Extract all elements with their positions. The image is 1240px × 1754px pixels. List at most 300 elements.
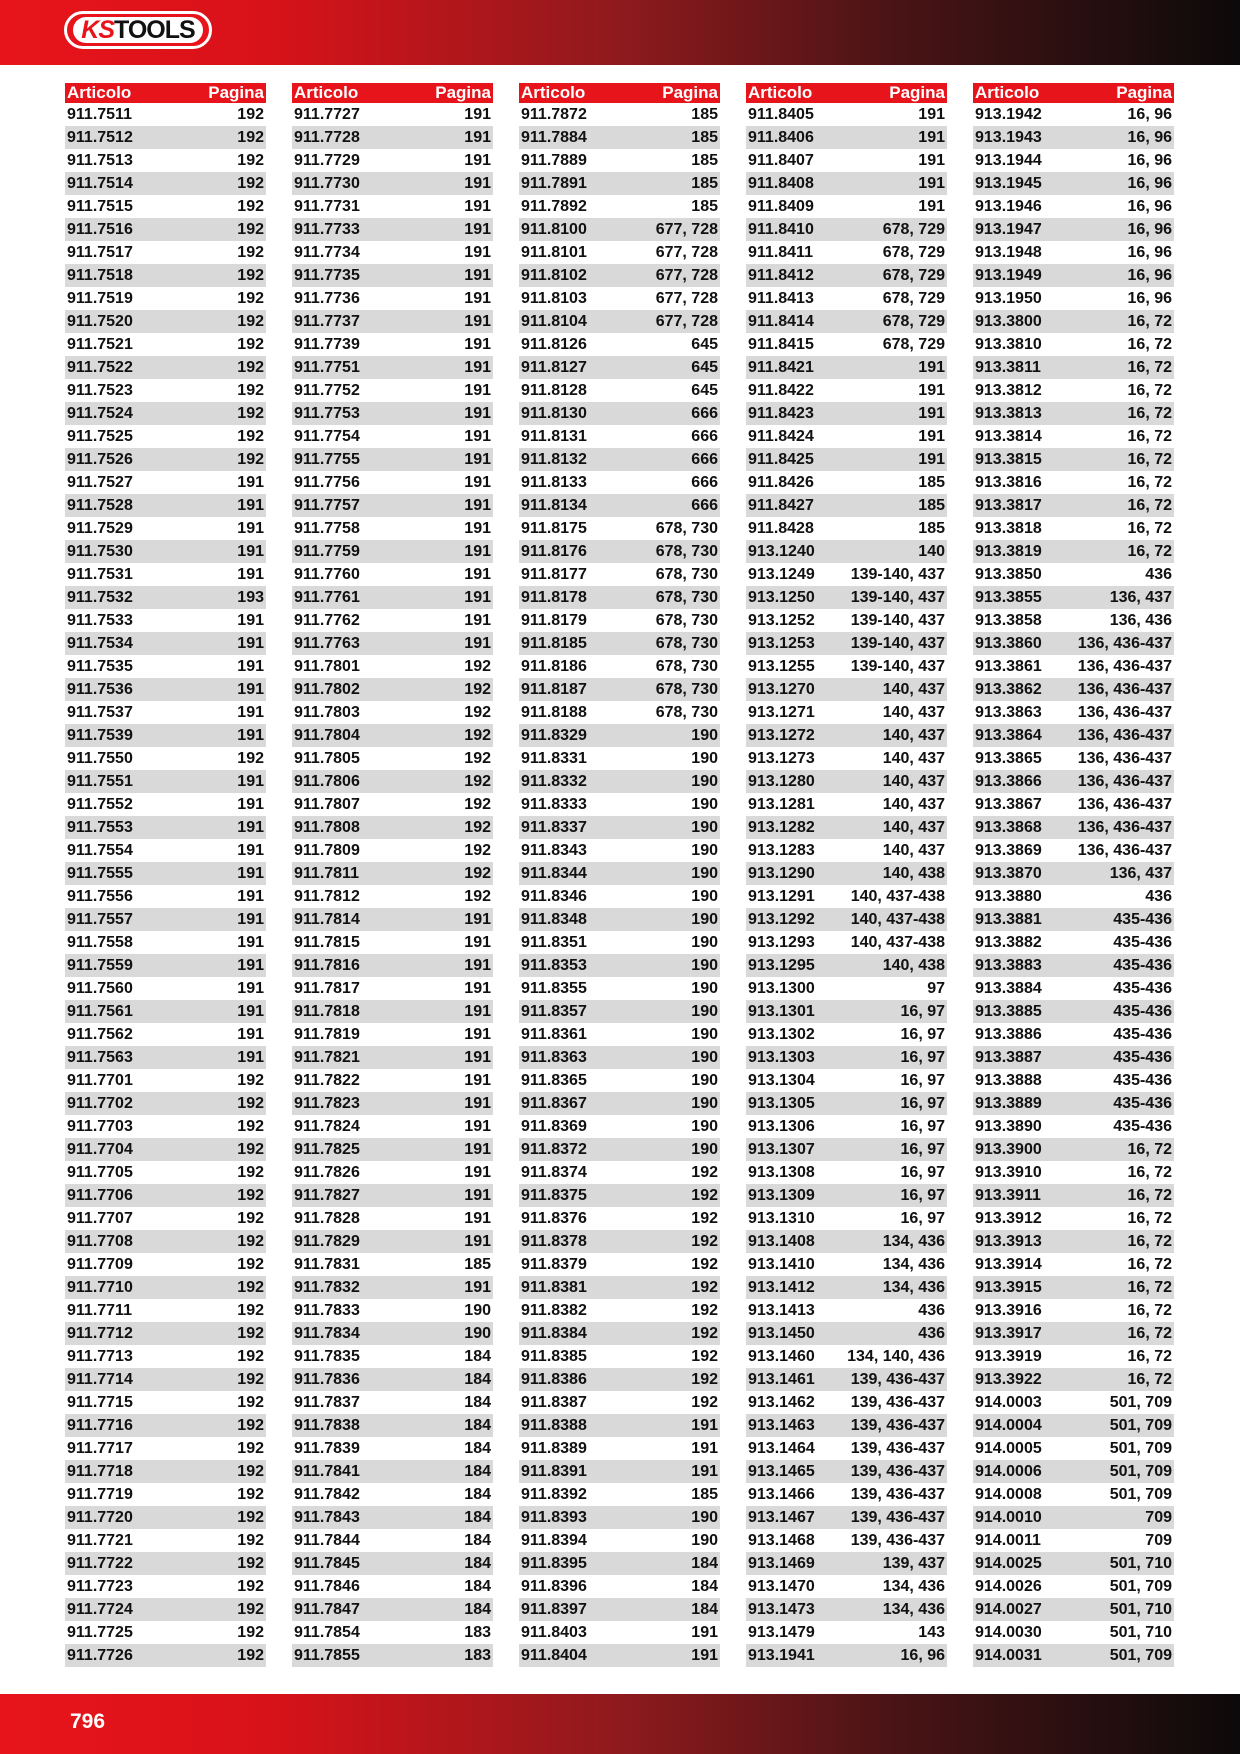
- article-number: 911.8357: [521, 1002, 587, 1020]
- table-row: [746, 494, 947, 517]
- article-number: 911.7526: [67, 450, 133, 468]
- article-number: 911.7836: [294, 1370, 360, 1388]
- table-row: [746, 1046, 947, 1069]
- table-row: [746, 1092, 947, 1115]
- table-row: [65, 1023, 266, 1046]
- table-row: [519, 379, 720, 402]
- table-row: [292, 770, 493, 793]
- column-header: [519, 83, 720, 103]
- article-number: 913.3922: [975, 1370, 1042, 1388]
- page-reference: 191: [464, 151, 491, 169]
- table-row: [746, 425, 947, 448]
- table-row: [746, 103, 947, 126]
- table-row: [292, 1023, 493, 1046]
- article-number: 911.7825: [294, 1140, 360, 1158]
- table-row: [519, 1483, 720, 1506]
- page-reference: 143: [918, 1623, 945, 1641]
- header-article-label: Articolo: [521, 83, 586, 102]
- page-reference: 183: [464, 1646, 491, 1664]
- page-reference: 191: [237, 496, 264, 514]
- page-reference: 134, 436: [882, 1255, 945, 1273]
- table-row: [292, 241, 493, 264]
- article-number: 911.7707: [67, 1209, 133, 1227]
- article-number: 911.7528: [67, 496, 133, 514]
- table-row: [65, 517, 266, 540]
- table-row: [65, 678, 266, 701]
- page-reference: 191: [464, 634, 491, 652]
- article-number: 911.7739: [294, 335, 360, 353]
- article-number: 913.1295: [748, 956, 815, 974]
- page-reference: 191: [464, 1232, 491, 1250]
- table-row: [519, 1644, 720, 1667]
- page-reference: 191: [464, 312, 491, 330]
- page-reference: 192: [237, 220, 264, 238]
- article-number: 911.7809: [294, 841, 360, 859]
- page-reference: 501, 709: [1109, 1416, 1172, 1434]
- page-reference: 139-140, 437: [850, 634, 945, 652]
- table-row: [65, 218, 266, 241]
- article-number: 911.7718: [67, 1462, 133, 1480]
- page-reference: 191: [464, 1048, 491, 1066]
- page-reference: 678, 730: [655, 680, 718, 698]
- page-reference: 192: [237, 1278, 264, 1296]
- article-number: 911.7513: [67, 151, 133, 169]
- page-reference: 16, 72: [1127, 1324, 1172, 1342]
- article-number: 911.8376: [521, 1209, 587, 1227]
- page-reference: 191: [464, 1094, 491, 1112]
- page-reference: 191: [918, 381, 945, 399]
- header-page-label: Pagina: [662, 83, 718, 102]
- column-header: [746, 83, 947, 103]
- table-row: [65, 356, 266, 379]
- article-number: 911.7714: [67, 1370, 133, 1388]
- table-row: [65, 839, 266, 862]
- page-reference: 16, 97: [900, 1186, 945, 1204]
- page-reference: 191: [464, 174, 491, 192]
- article-number: 911.8372: [521, 1140, 587, 1158]
- article-number: 913.3913: [975, 1232, 1042, 1250]
- page-reference: 184: [464, 1577, 491, 1595]
- table-row: [746, 1483, 947, 1506]
- page-reference: 190: [691, 864, 718, 882]
- footer-band: [0, 1694, 1240, 1754]
- page-reference: 140, 438: [882, 864, 945, 882]
- page-reference: 677, 728: [655, 243, 718, 261]
- index-column: [65, 83, 266, 1667]
- header-article-label: Articolo: [748, 83, 813, 102]
- table-row: [519, 1575, 720, 1598]
- page-reference: 191: [237, 933, 264, 951]
- table-row: [65, 540, 266, 563]
- page-reference: 501, 709: [1109, 1577, 1172, 1595]
- article-number: 913.3911: [975, 1186, 1041, 1204]
- table-row: [65, 1230, 266, 1253]
- table-row: [746, 1000, 947, 1023]
- article-number: 911.8348: [521, 910, 587, 928]
- article-number: 913.3882: [975, 933, 1042, 951]
- article-number: 911.7736: [294, 289, 360, 307]
- index-rows: [973, 103, 1174, 1667]
- page-reference: 435-436: [1113, 956, 1172, 974]
- table-row: [65, 333, 266, 356]
- page-reference: 190: [691, 818, 718, 836]
- page-reference: 16, 96: [1127, 128, 1172, 146]
- article-number: 911.8389: [521, 1439, 587, 1457]
- article-number: 913.1470: [748, 1577, 815, 1595]
- table-row: [65, 931, 266, 954]
- page-number: 796: [70, 1710, 106, 1733]
- article-number: 914.0026: [975, 1577, 1042, 1595]
- page-reference: 191: [464, 979, 491, 997]
- article-number: 911.7532: [67, 588, 133, 606]
- article-number: 911.7512: [67, 128, 133, 146]
- article-number: 911.7559: [67, 956, 133, 974]
- article-number: 911.7557: [67, 910, 133, 928]
- table-row: [65, 1391, 266, 1414]
- page-reference: 140, 437: [882, 818, 945, 836]
- table-row: [292, 1575, 493, 1598]
- article-number: 911.8133: [521, 473, 587, 491]
- table-row: [746, 655, 947, 678]
- table-row: [519, 1138, 720, 1161]
- page-reference: 501, 710: [1109, 1554, 1172, 1572]
- table-row: [746, 1184, 947, 1207]
- page-reference: 192: [237, 243, 264, 261]
- page-reference: 184: [464, 1347, 491, 1365]
- page-reference: 140: [918, 542, 945, 560]
- article-number: 911.7537: [67, 703, 133, 721]
- table-row: [973, 1230, 1174, 1253]
- article-number: 911.8409: [748, 197, 814, 215]
- page-reference: 192: [237, 1094, 264, 1112]
- page-reference: 192: [237, 1485, 264, 1503]
- page-reference: 184: [464, 1485, 491, 1503]
- page-reference: 16, 96: [900, 1646, 945, 1664]
- article-number: 911.7823: [294, 1094, 360, 1112]
- table-row: [973, 655, 1174, 678]
- article-number: 913.1292: [748, 910, 815, 928]
- article-number: 911.7814: [294, 910, 360, 928]
- article-number: 911.7831: [294, 1255, 360, 1273]
- page-reference: 191: [464, 611, 491, 629]
- table-row: [292, 586, 493, 609]
- table-row: [973, 586, 1174, 609]
- page-reference: 435-436: [1113, 979, 1172, 997]
- article-number: 911.8392: [521, 1485, 587, 1503]
- index-column: [292, 83, 493, 1667]
- page-reference: 16, 97: [900, 1140, 945, 1158]
- table-row: [746, 218, 947, 241]
- page-reference: 16, 72: [1127, 404, 1172, 422]
- page-reference: 645: [691, 358, 718, 376]
- table-row: [746, 402, 947, 425]
- table-row: [519, 747, 720, 770]
- table-row: [973, 1092, 1174, 1115]
- page-reference: 678, 730: [655, 634, 718, 652]
- page-reference: 678, 730: [655, 519, 718, 537]
- page-reference: 140, 437: [882, 772, 945, 790]
- page-reference: 16, 72: [1127, 473, 1172, 491]
- table-row: [973, 1575, 1174, 1598]
- article-number: 911.8177: [521, 565, 587, 583]
- article-number: 913.3860: [975, 634, 1042, 652]
- article-number: 913.3900: [975, 1140, 1042, 1158]
- article-number: 911.8378: [521, 1232, 587, 1250]
- page-reference: 16, 97: [900, 1002, 945, 1020]
- table-row: [973, 540, 1174, 563]
- page-reference: 192: [237, 1117, 264, 1135]
- table-row: [65, 1069, 266, 1092]
- article-number: 911.8101: [521, 243, 587, 261]
- article-number: 911.7828: [294, 1209, 360, 1227]
- page-reference: 190: [464, 1324, 491, 1342]
- article-number: 913.3867: [975, 795, 1042, 813]
- article-number: 911.7735: [294, 266, 360, 284]
- page-reference: 191: [918, 358, 945, 376]
- page-reference: 139, 436-437: [850, 1531, 945, 1549]
- logo-ks-text: KS: [81, 15, 115, 44]
- index-column: [519, 83, 720, 1667]
- page-reference: 134, 436: [882, 1577, 945, 1595]
- page-reference: 16, 97: [900, 1071, 945, 1089]
- article-number: 911.7756: [294, 473, 360, 491]
- table-row: [746, 310, 947, 333]
- table-row: [746, 931, 947, 954]
- article-number: 911.8421: [748, 358, 814, 376]
- table-row: [519, 264, 720, 287]
- article-number: 914.0006: [975, 1462, 1042, 1480]
- page-reference: 191: [464, 381, 491, 399]
- page-reference: 192: [237, 1462, 264, 1480]
- table-row: [746, 471, 947, 494]
- table-row: [519, 218, 720, 241]
- table-row: [746, 1391, 947, 1414]
- article-number: 911.7884: [521, 128, 587, 146]
- header-band: [0, 0, 1240, 65]
- article-number: 913.3866: [975, 772, 1042, 790]
- table-row: [746, 287, 947, 310]
- article-number: 911.7721: [67, 1531, 133, 1549]
- article-number: 911.7522: [67, 358, 133, 376]
- table-row: [973, 1000, 1174, 1023]
- page-reference: 16, 72: [1127, 1140, 1172, 1158]
- article-number: 913.3910: [975, 1163, 1042, 1181]
- table-row: [746, 448, 947, 471]
- article-number: 911.7724: [67, 1600, 133, 1618]
- table-row: [292, 678, 493, 701]
- article-number: 913.3919: [975, 1347, 1042, 1365]
- article-number: 913.1467: [748, 1508, 815, 1526]
- table-row: [746, 1230, 947, 1253]
- table-row: [65, 632, 266, 655]
- page-reference: 139-140, 437: [850, 588, 945, 606]
- article-number: 913.3811: [975, 358, 1041, 376]
- table-row: [292, 126, 493, 149]
- table-row: [65, 1368, 266, 1391]
- table-row: [65, 1414, 266, 1437]
- table-row: [65, 1184, 266, 1207]
- table-row: [973, 977, 1174, 1000]
- article-number: 911.7812: [294, 887, 360, 905]
- page-reference: 191: [464, 427, 491, 445]
- page-reference: 185: [691, 151, 718, 169]
- article-number: 911.7842: [294, 1485, 360, 1503]
- table-row: [292, 1414, 493, 1437]
- page-reference: 666: [691, 450, 718, 468]
- table-row: [519, 1276, 720, 1299]
- table-row: [973, 264, 1174, 287]
- page-reference: 190: [691, 1002, 718, 1020]
- article-number: 911.7533: [67, 611, 133, 629]
- page-reference: 16, 96: [1127, 197, 1172, 215]
- page-reference: 16, 72: [1127, 1278, 1172, 1296]
- article-number: 911.8134: [521, 496, 587, 514]
- page-reference: 192: [237, 1324, 264, 1342]
- article-number: 911.8175: [521, 519, 587, 537]
- article-number: 911.7807: [294, 795, 360, 813]
- page-reference: 192: [237, 1347, 264, 1365]
- article-number: 911.7815: [294, 933, 360, 951]
- table-row: [519, 1368, 720, 1391]
- article-number: 911.7551: [67, 772, 133, 790]
- article-number: 911.8387: [521, 1393, 587, 1411]
- table-row: [292, 954, 493, 977]
- page-reference: 435-436: [1113, 910, 1172, 928]
- table-row: [292, 264, 493, 287]
- table-row: [292, 1483, 493, 1506]
- table-row: [746, 1644, 947, 1667]
- article-number: 911.7552: [67, 795, 133, 813]
- article-number: 911.8406: [748, 128, 814, 146]
- table-row: [973, 1207, 1174, 1230]
- page-reference: 16, 72: [1127, 335, 1172, 353]
- page-reference: 192: [691, 1347, 718, 1365]
- page-reference: 184: [464, 1554, 491, 1572]
- table-row: [973, 1391, 1174, 1414]
- page-reference: 190: [691, 1025, 718, 1043]
- page-reference: 191: [918, 427, 945, 445]
- page-reference: 192: [237, 174, 264, 192]
- article-number: 911.7516: [67, 220, 133, 238]
- table-row: [746, 172, 947, 195]
- table-row: [519, 103, 720, 126]
- page-reference: 190: [691, 910, 718, 928]
- page-reference: 678, 730: [655, 657, 718, 675]
- table-row: [519, 586, 720, 609]
- article-number: 911.7550: [67, 749, 133, 767]
- article-number: 911.7834: [294, 1324, 360, 1342]
- table-row: [519, 655, 720, 678]
- page-reference: 191: [464, 243, 491, 261]
- table-row: [746, 1115, 947, 1138]
- page-reference: 191: [237, 841, 264, 859]
- table-row: [519, 126, 720, 149]
- article-number: 913.3880: [975, 887, 1042, 905]
- article-number: 911.7829: [294, 1232, 360, 1250]
- article-number: 913.1281: [748, 795, 815, 813]
- table-row: [746, 908, 947, 931]
- article-number: 913.3815: [975, 450, 1042, 468]
- article-number: 913.1293: [748, 933, 815, 951]
- table-row: [746, 632, 947, 655]
- article-number: 911.8100: [521, 220, 587, 238]
- table-row: [65, 172, 266, 195]
- article-number: 911.8353: [521, 956, 587, 974]
- article-number: 911.8385: [521, 1347, 587, 1365]
- article-number: 911.8131: [521, 427, 587, 445]
- page-reference: 16, 96: [1127, 105, 1172, 123]
- table-row: [65, 586, 266, 609]
- page-reference: 190: [691, 1140, 718, 1158]
- table-row: [519, 471, 720, 494]
- table-row: [292, 1621, 493, 1644]
- article-number: 911.7816: [294, 956, 360, 974]
- table-row: [65, 1299, 266, 1322]
- table-row: [65, 264, 266, 287]
- page-reference: 191: [237, 542, 264, 560]
- table-row: [973, 1460, 1174, 1483]
- page-reference: 191: [237, 772, 264, 790]
- page-reference: 192: [464, 749, 491, 767]
- page-reference: 140, 437-438: [850, 887, 945, 905]
- table-row: [519, 885, 720, 908]
- table-row: [973, 1483, 1174, 1506]
- table-row: [973, 816, 1174, 839]
- article-number: 911.8355: [521, 979, 587, 997]
- article-number: 911.8132: [521, 450, 587, 468]
- table-row: [746, 356, 947, 379]
- article-number: 911.7561: [67, 1002, 133, 1020]
- table-row: [519, 931, 720, 954]
- index-rows: [65, 103, 266, 1667]
- article-number: 913.1282: [748, 818, 815, 836]
- article-number: 911.7515: [67, 197, 133, 215]
- article-number: 911.8367: [521, 1094, 587, 1112]
- header-article-label: Articolo: [67, 83, 132, 102]
- article-number: 913.1250: [748, 588, 815, 606]
- article-number: 913.1300: [748, 979, 815, 997]
- page-reference: 501, 710: [1109, 1623, 1172, 1641]
- table-row: [292, 1299, 493, 1322]
- article-number: 913.1460: [748, 1347, 815, 1365]
- table-row: [519, 563, 720, 586]
- article-number: 911.8415: [748, 335, 814, 353]
- table-row: [65, 908, 266, 931]
- page-reference: 191: [464, 956, 491, 974]
- page-reference: 192: [237, 1255, 264, 1273]
- article-number: 911.7844: [294, 1531, 360, 1549]
- table-row: [973, 1069, 1174, 1092]
- table-row: [973, 1184, 1174, 1207]
- page-reference: 191: [237, 887, 264, 905]
- page-reference: 435-436: [1113, 1002, 1172, 1020]
- page-reference: 193: [237, 588, 264, 606]
- page-reference: 666: [691, 473, 718, 491]
- table-row: [65, 103, 266, 126]
- page-reference: 16, 97: [900, 1048, 945, 1066]
- table-row: [973, 1276, 1174, 1299]
- article-number: 913.3800: [975, 312, 1042, 330]
- page-reference: 16, 72: [1127, 496, 1172, 514]
- article-number: 911.8188: [521, 703, 587, 721]
- article-number: 913.1450: [748, 1324, 815, 1342]
- page-reference: 16, 72: [1127, 1370, 1172, 1388]
- page-reference: 190: [691, 1071, 718, 1089]
- article-number: 911.7525: [67, 427, 133, 445]
- page-reference: 191: [691, 1623, 718, 1641]
- article-number: 914.0003: [975, 1393, 1042, 1411]
- page-reference: 678, 729: [882, 220, 945, 238]
